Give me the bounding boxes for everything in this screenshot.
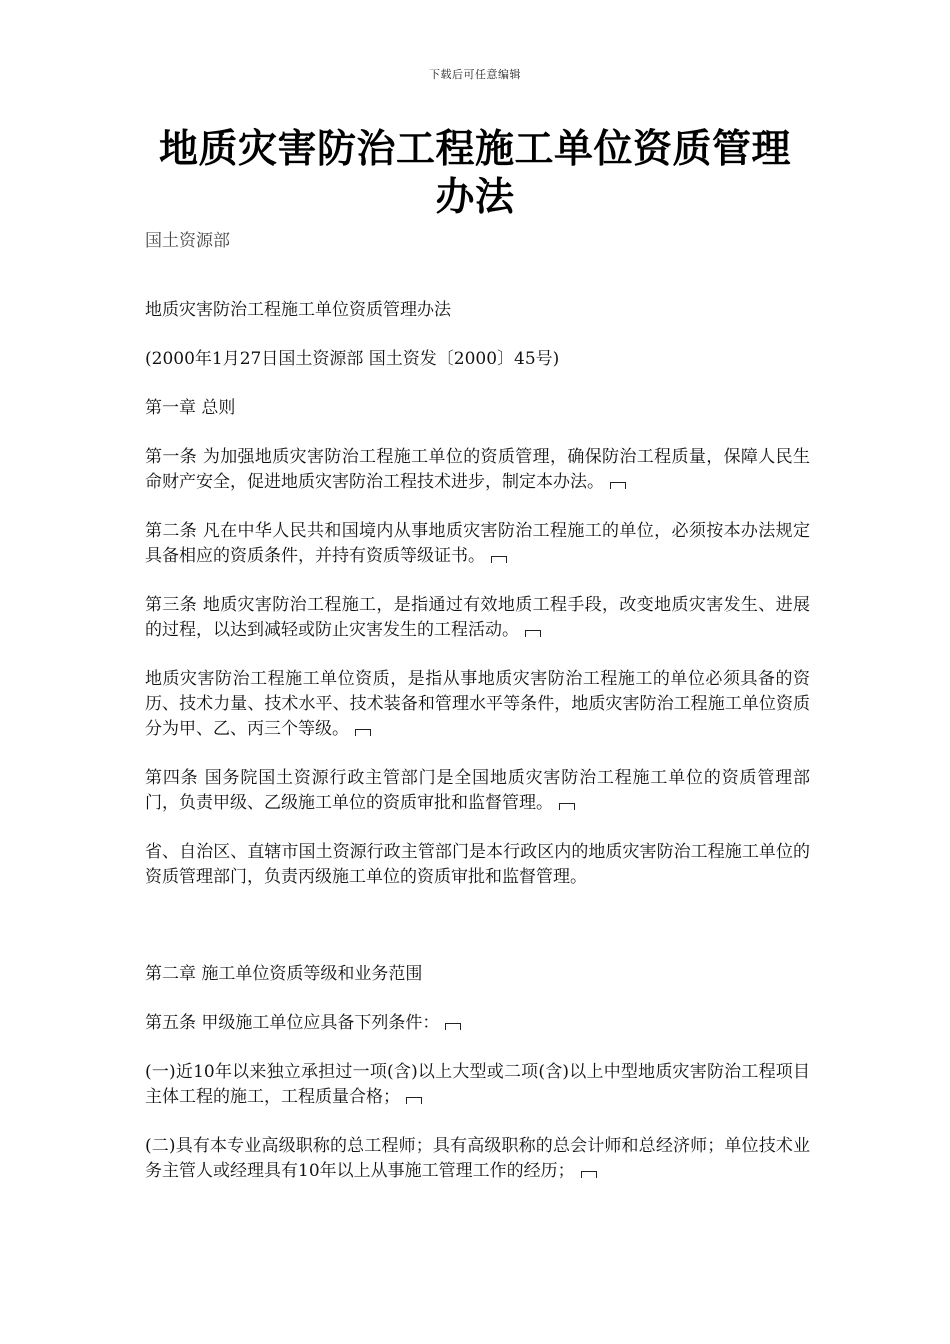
paragraph-article-3-qualification: 地质灾害防治工程施工单位资质，是指从事地质灾害防治工程施工的单位必须具备的资历、技术力量、技术水平、技术装备和管理水平等条件，地质灾害防治工程施工单位资质分为甲、乙、丙三个等级。: [145, 669, 810, 739]
header-note: 下载后可任意编辑: [429, 68, 521, 81]
paragraph-chapter-1: 第一章 总则: [145, 398, 236, 418]
paragraph-article-1: 第一条 为加强地质灾害防治工程施工单位的资质管理，确保防治工程质量，保障人民生命财产安全，促进地质灾害防治工程技术进步，制定本办法。: [145, 447, 810, 492]
paragraph-article-4: 第四条 国务院国土资源行政主管部门是全国地质灾害防治工程施工单位的资质管理部门，负责甲级、乙级施工单位的资质审批和监督管理。: [145, 768, 810, 813]
paragraph-issuance: (2000年1月27日国土资源部 国土资发〔2000〕45号): [145, 349, 560, 369]
paragraph-mark-icon: [491, 556, 507, 563]
paragraph-article-2: 第二条 凡在中华人民共和国境内从事地质灾害防治工程施工的单位，必须按本办法规定具备相应的资质条件，并持有资质等级证书。: [145, 521, 810, 566]
paragraph-mark-icon: [581, 1171, 597, 1178]
paragraph-mark-icon: [525, 630, 541, 637]
paragraph-mark-icon: [445, 1023, 461, 1030]
paragraph-item-2: (二)具有本专业高级职称的总工程师；具有高级职称的总会计师和总经济师；单位技术业务主管人或经理具有10年以上从事施工管理工作的经历；: [145, 1136, 810, 1181]
paragraph-chapter-2: 第二章 施工单位资质等级和业务范围: [145, 964, 423, 984]
document-body: [145, 298, 810, 1208]
paragraph-mark-icon: [559, 803, 575, 810]
paragraph-item-1: (一)近10年以来独立承担过一项(含)以上大型或二项(含)以上中型地质灾害防治工程项目主体工程的施工，工程质量合格；: [145, 1062, 810, 1107]
paragraph-mark-icon: [610, 482, 626, 489]
document-title: 地质灾害防治工程施工单位资质管理办法: [158, 126, 791, 220]
paragraph-subtitle: 地质灾害防治工程施工单位资质管理办法: [145, 300, 451, 320]
paragraph-article-4-provincial: 省、自治区、直辖市国土资源行政主管部门是本行政区内的地质灾害防治工程施工单位的资质管理部门，负责丙级施工单位的资质审批和监督管理。: [145, 842, 810, 887]
paragraph-article-5: 第五条 甲级施工单位应具备下列条件：: [145, 1011, 810, 1036]
paragraph-mark-icon: [355, 729, 371, 736]
paragraph-mark-icon: [406, 1097, 422, 1104]
issuer: 国土资源部: [145, 231, 230, 251]
paragraph-article-3: 第三条 地质灾害防治工程施工，是指通过有效地质工程手段，改变地质灾害发生、进展的过程，以达到减轻或防止灾害发生的工程活动。: [145, 595, 810, 640]
